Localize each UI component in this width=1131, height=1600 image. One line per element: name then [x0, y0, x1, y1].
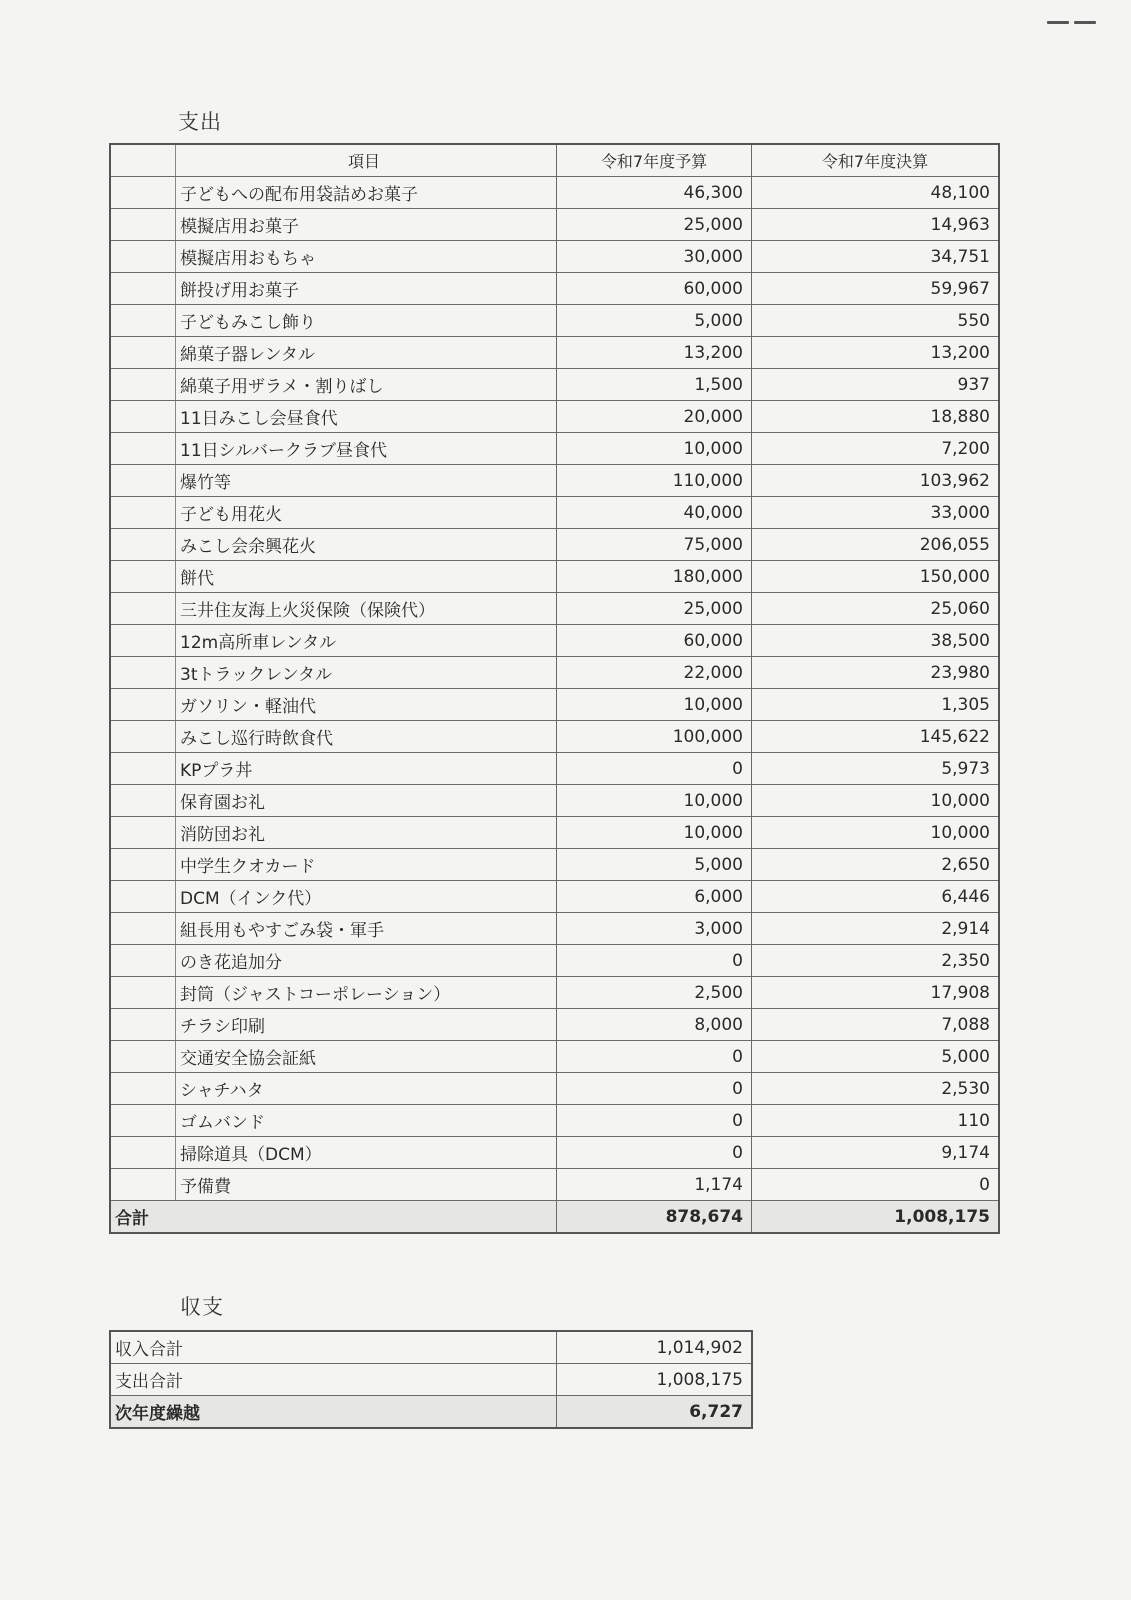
balance-label: 収入合計: [110, 1331, 557, 1364]
expense-actual: 0: [752, 1169, 1000, 1201]
expense-actual: 937: [752, 369, 1000, 401]
expense-row: [110, 1169, 999, 1201]
expense-actual: 2,530: [752, 1073, 1000, 1105]
row-index-cell: [110, 1169, 176, 1201]
expense-item: DCM（インク代）: [176, 881, 557, 913]
expense-row: [110, 1073, 999, 1105]
expense-item: 組長用もやすごみ袋・軍手: [176, 913, 557, 945]
balance-row: [110, 1364, 752, 1396]
expense-item: 封筒（ジャストコーポレーション）: [176, 977, 557, 1009]
expense-item: 餅投げ用お菓子: [176, 273, 557, 305]
expense-actual: 110: [752, 1105, 1000, 1137]
row-index-cell: [110, 529, 176, 561]
expense-budget: 0: [557, 1073, 752, 1105]
expense-actual: 7,200: [752, 433, 1000, 465]
expense-item: のき花追加分: [176, 945, 557, 977]
expense-budget: 25,000: [557, 593, 752, 625]
expense-budget: 13,200: [557, 337, 752, 369]
expense-actual: 206,055: [752, 529, 1000, 561]
expense-section-title: 支出: [178, 110, 222, 134]
expense-budget: 5,000: [557, 849, 752, 881]
expense-item: ゴムバンド: [176, 1105, 557, 1137]
expense-item: みこし会余興花火: [176, 529, 557, 561]
expense-item: 三井住友海上火災保険（保険代）: [176, 593, 557, 625]
expense-item: 12m高所車レンタル: [176, 625, 557, 657]
expense-budget: 0: [557, 753, 752, 785]
row-index-cell: [110, 1009, 176, 1041]
expense-budget: 8,000: [557, 1009, 752, 1041]
expense-item: 餅代: [176, 561, 557, 593]
expense-row: [110, 1137, 999, 1169]
expense-item: 掃除道具（DCM）: [176, 1137, 557, 1169]
expense-actual: 1,305: [752, 689, 1000, 721]
row-index-cell: [110, 593, 176, 625]
expense-budget: 3,000: [557, 913, 752, 945]
expense-table: [109, 143, 1000, 1234]
row-index-cell: [110, 689, 176, 721]
expense-actual: 145,622: [752, 721, 1000, 753]
expense-row: [110, 913, 999, 945]
expense-total-label: 合計: [110, 1201, 176, 1234]
expense-budget: 0: [557, 1105, 752, 1137]
row-index-cell: [110, 913, 176, 945]
expense-row: [110, 209, 999, 241]
expense-item: みこし巡行時飲食代: [176, 721, 557, 753]
expense-actual: 13,200: [752, 337, 1000, 369]
expense-actual: 33,000: [752, 497, 1000, 529]
balance-value: 1,008,175: [557, 1364, 752, 1396]
row-index-cell: [110, 241, 176, 273]
expense-row: [110, 337, 999, 369]
row-index-cell: [110, 497, 176, 529]
expense-item: KPプラ丼: [176, 753, 557, 785]
expense-row: [110, 241, 999, 273]
expense-budget: 10,000: [557, 817, 752, 849]
expense-actual: 48,100: [752, 177, 1000, 209]
expense-item: ガソリン・軽油代: [176, 689, 557, 721]
expense-budget: 100,000: [557, 721, 752, 753]
expense-row: [110, 177, 999, 209]
expense-actual: 5,973: [752, 753, 1000, 785]
expense-item: 11日シルバークラブ昼食代: [176, 433, 557, 465]
expense-actual: 6,446: [752, 881, 1000, 913]
expense-row: [110, 945, 999, 977]
expense-item: 模擬店用おもちゃ: [176, 241, 557, 273]
expense-actual: 2,350: [752, 945, 1000, 977]
expense-row: [110, 977, 999, 1009]
expense-actual: 38,500: [752, 625, 1000, 657]
expense-row: [110, 401, 999, 433]
row-index-cell: [110, 273, 176, 305]
balance-table: [109, 1330, 753, 1429]
row-index-cell: [110, 433, 176, 465]
carryover-label: 次年度繰越: [110, 1396, 557, 1429]
row-index-cell: [110, 1105, 176, 1137]
expense-item: チラシ印刷: [176, 1009, 557, 1041]
expense-actual: 2,914: [752, 913, 1000, 945]
expense-total-row: [110, 1201, 999, 1234]
expense-row: [110, 689, 999, 721]
expense-row: [110, 561, 999, 593]
expense-budget: 180,000: [557, 561, 752, 593]
expense-row: [110, 625, 999, 657]
expense-budget: 110,000: [557, 465, 752, 497]
row-index-cell: [110, 849, 176, 881]
expense-row: [110, 881, 999, 913]
expense-row: [110, 1041, 999, 1073]
balance-value: 1,014,902: [557, 1331, 752, 1364]
expense-item: 中学生クオカード: [176, 849, 557, 881]
expense-actual: 18,880: [752, 401, 1000, 433]
balance-section-title: 収支: [180, 1295, 224, 1319]
expense-item: シャチハタ: [176, 1073, 557, 1105]
expense-row: [110, 497, 999, 529]
expense-row: [110, 753, 999, 785]
row-index-cell: [110, 817, 176, 849]
header-actual: 令和7年度決算: [752, 144, 1000, 177]
expense-item: 消防団お礼: [176, 817, 557, 849]
expense-budget: 75,000: [557, 529, 752, 561]
row-index-cell: [110, 561, 176, 593]
expense-item: 3tトラックレンタル: [176, 657, 557, 689]
balance-row: [110, 1331, 752, 1364]
expense-row: [110, 369, 999, 401]
expense-actual: 25,060: [752, 593, 1000, 625]
expense-budget: 6,000: [557, 881, 752, 913]
expense-item: 子どもへの配布用袋詰めお菓子: [176, 177, 557, 209]
expense-actual: 10,000: [752, 817, 1000, 849]
expense-budget: 2,500: [557, 977, 752, 1009]
expense-actual: 550: [752, 305, 1000, 337]
expense-item: 交通安全協会証紙: [176, 1041, 557, 1073]
row-index-cell: [110, 1041, 176, 1073]
expense-row: [110, 273, 999, 305]
expense-row: [110, 465, 999, 497]
expense-budget: 5,000: [557, 305, 752, 337]
expense-actual: 14,963: [752, 209, 1000, 241]
expense-budget: 40,000: [557, 497, 752, 529]
expense-row: [110, 1009, 999, 1041]
expense-row: [110, 817, 999, 849]
row-index-cell: [110, 1073, 176, 1105]
row-index-cell: [110, 177, 176, 209]
expense-item: 爆竹等: [176, 465, 557, 497]
row-index-cell: [110, 465, 176, 497]
expense-row: [110, 433, 999, 465]
expense-actual: 34,751: [752, 241, 1000, 273]
expense-row: [110, 1105, 999, 1137]
expense-budget: 60,000: [557, 625, 752, 657]
expense-actual: 59,967: [752, 273, 1000, 305]
row-index-cell: [110, 401, 176, 433]
expense-total-budget: 878,674: [557, 1201, 752, 1234]
row-index-cell: [110, 1137, 176, 1169]
carryover-row: [110, 1396, 752, 1429]
row-index-cell: [110, 753, 176, 785]
expense-total-spacer: [176, 1201, 557, 1234]
expense-row: [110, 305, 999, 337]
expense-item: 11日みこし会昼食代: [176, 401, 557, 433]
expense-row: [110, 721, 999, 753]
expense-budget: 30,000: [557, 241, 752, 273]
row-index-cell: [110, 881, 176, 913]
row-index-cell: [110, 625, 176, 657]
header-index: [110, 144, 176, 177]
expense-budget: 10,000: [557, 785, 752, 817]
expense-actual: 7,088: [752, 1009, 1000, 1041]
row-index-cell: [110, 209, 176, 241]
expense-item: 子ども用花火: [176, 497, 557, 529]
expense-row: [110, 785, 999, 817]
expense-budget: 60,000: [557, 273, 752, 305]
expense-item: 保育園お礼: [176, 785, 557, 817]
expense-row: [110, 849, 999, 881]
expense-item: 子どもみこし飾り: [176, 305, 557, 337]
expense-actual: 103,962: [752, 465, 1000, 497]
expense-actual: 10,000: [752, 785, 1000, 817]
expense-budget: 46,300: [557, 177, 752, 209]
row-index-cell: [110, 721, 176, 753]
expense-item: 綿菓子用ザラメ・割りばし: [176, 369, 557, 401]
expense-row: [110, 593, 999, 625]
row-index-cell: [110, 337, 176, 369]
expense-budget: 25,000: [557, 209, 752, 241]
row-index-cell: [110, 977, 176, 1009]
row-index-cell: [110, 305, 176, 337]
expense-actual: 9,174: [752, 1137, 1000, 1169]
expense-row: [110, 529, 999, 561]
expense-actual: 5,000: [752, 1041, 1000, 1073]
expense-budget: 1,174: [557, 1169, 752, 1201]
balance-label: 支出合計: [110, 1364, 557, 1396]
expense-table-header: [110, 144, 999, 177]
expense-budget: 22,000: [557, 657, 752, 689]
expense-item: 綿菓子器レンタル: [176, 337, 557, 369]
expense-actual: 2,650: [752, 849, 1000, 881]
row-index-cell: [110, 785, 176, 817]
expense-budget: 0: [557, 1137, 752, 1169]
header-budget: 令和7年度予算: [557, 144, 752, 177]
expense-budget: 10,000: [557, 433, 752, 465]
carryover-value: 6,727: [557, 1396, 752, 1429]
row-index-cell: [110, 945, 176, 977]
expense-budget: 0: [557, 1041, 752, 1073]
expense-budget: 10,000: [557, 689, 752, 721]
expense-actual: 23,980: [752, 657, 1000, 689]
expense-actual: 150,000: [752, 561, 1000, 593]
expense-item: 予備費: [176, 1169, 557, 1201]
header-item: 項目: [176, 144, 557, 177]
page-corner-mark: [1047, 21, 1097, 25]
expense-item: 模擬店用お菓子: [176, 209, 557, 241]
row-index-cell: [110, 369, 176, 401]
expense-total-actual: 1,008,175: [752, 1201, 1000, 1234]
expense-actual: 17,908: [752, 977, 1000, 1009]
expense-budget: 20,000: [557, 401, 752, 433]
expense-row: [110, 657, 999, 689]
expense-budget: 0: [557, 945, 752, 977]
expense-budget: 1,500: [557, 369, 752, 401]
row-index-cell: [110, 657, 176, 689]
